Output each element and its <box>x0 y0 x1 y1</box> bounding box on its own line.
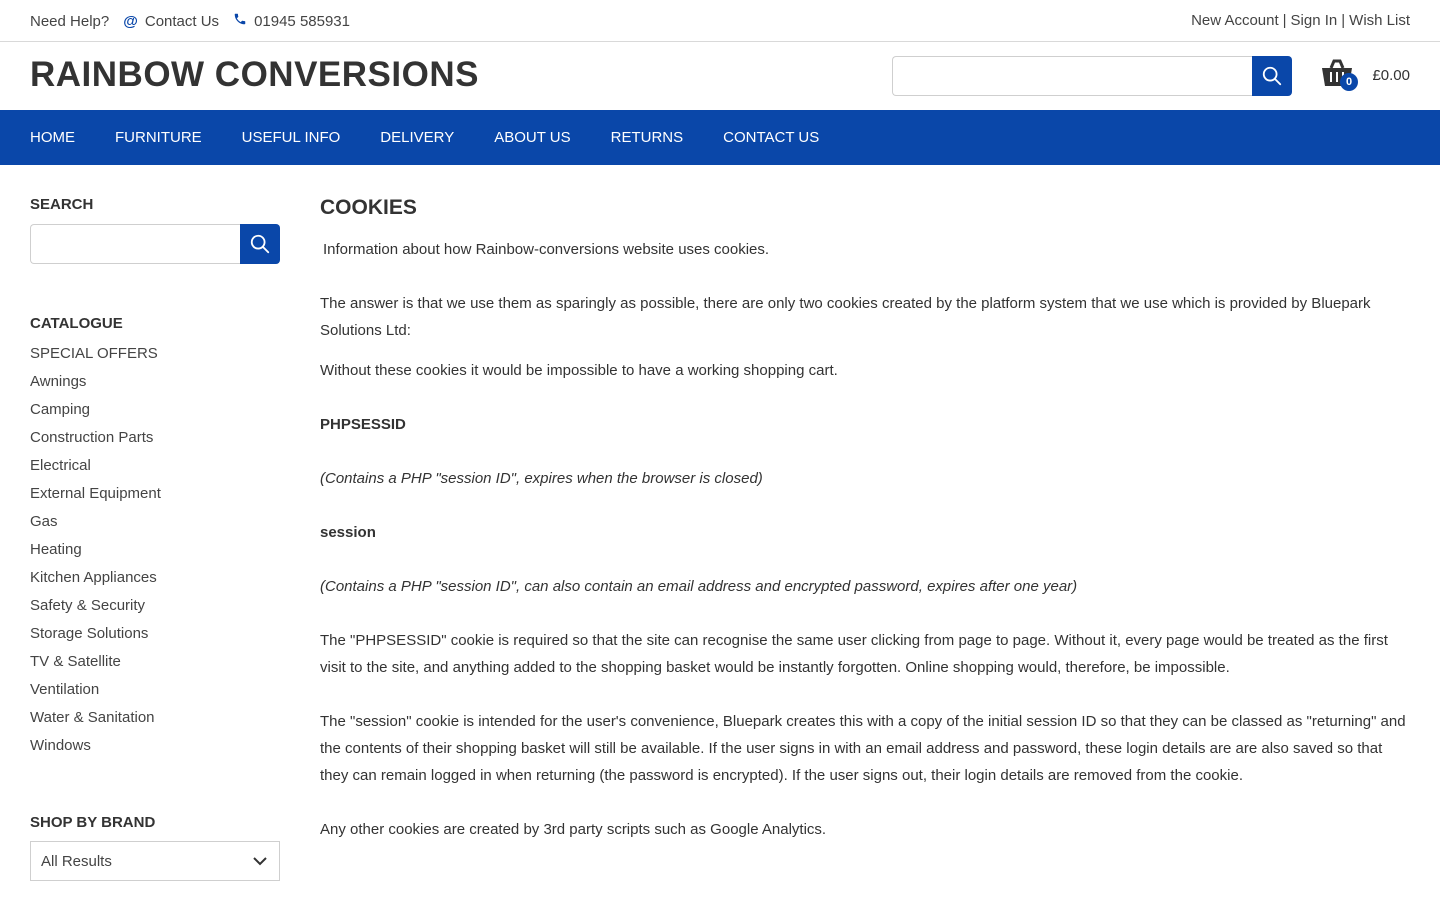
at-sign-icon: @ <box>123 12 138 30</box>
category-camping[interactable]: Camping <box>30 401 91 418</box>
header-search-button[interactable] <box>1252 56 1292 96</box>
category-electrical[interactable]: Electrical <box>30 457 91 474</box>
sidebar-search <box>30 224 280 264</box>
phone-icon <box>233 12 247 30</box>
main-content <box>320 196 1410 843</box>
phone-number: 01945 585931 <box>254 12 350 30</box>
header-search <box>892 56 1292 96</box>
category-awnings[interactable]: Awnings <box>30 373 87 390</box>
category-special-offers[interactable]: SPECIAL OFFERS <box>30 345 158 362</box>
paragraph-third-party: Any other cookies are created by 3rd party scripts such as Google Analytics. <box>320 821 827 838</box>
category-external-equipment[interactable]: External Equipment <box>30 485 161 502</box>
top-bar <box>0 0 1440 42</box>
separator: | <box>1341 12 1346 29</box>
site-logo[interactable]: RAINBOW CONVERSIONS <box>30 55 479 94</box>
search-icon <box>249 233 271 255</box>
wish-list-link[interactable]: Wish List <box>1349 12 1410 29</box>
category-windows[interactable]: Windows <box>30 737 91 754</box>
nav-about-us[interactable]: ABOUT US <box>494 129 571 146</box>
sign-in-link[interactable]: Sign In <box>1290 12 1338 29</box>
paragraph-cart: Without these cookies it would be impossible to have a working shopping cart. <box>320 362 838 379</box>
category-ventilation[interactable]: Ventilation <box>30 681 100 698</box>
main-nav <box>0 110 1440 165</box>
cookie-desc-phpsessid: (Contains a PHP "session ID", expires when the browser is closed) <box>320 470 763 487</box>
nav-returns[interactable]: RETURNS <box>610 129 684 146</box>
phone-link[interactable] <box>233 12 350 30</box>
page-title: COOKIES <box>320 196 417 219</box>
sidebar <box>30 196 280 881</box>
new-account-link[interactable]: New Account <box>1191 12 1279 29</box>
paragraph-phpsessid: The "PHPSESSID" cookie is required so that the site can recognise the same user clicking from page to page. Without it, every page would be treated as the first visit to the site, and anything added to the shopping basket would be instantly forgotten. Online shopping would, therefore, be impossible. <box>320 632 1388 676</box>
nav-delivery[interactable]: DELIVERY <box>380 129 455 146</box>
category-gas[interactable]: Gas <box>30 513 58 530</box>
shop-by-brand-title: SHOP BY BRAND <box>30 814 156 831</box>
nav-contact-us[interactable]: CONTACT US <box>723 129 820 146</box>
sidebar-search-input[interactable] <box>30 224 240 264</box>
category-kitchen-appliances[interactable]: Kitchen Appliances <box>30 569 157 586</box>
separator: | <box>1282 12 1287 29</box>
chevron-down-icon <box>253 857 267 866</box>
basket-button[interactable] <box>1320 58 1360 92</box>
cookie-name-phpsessid: PHPSESSID <box>320 416 406 433</box>
sidebar-search-title: SEARCH <box>30 196 94 213</box>
search-icon <box>1261 65 1283 87</box>
sidebar-search-button[interactable] <box>240 224 280 264</box>
contact-us-link[interactable] <box>123 13 219 30</box>
nav-useful-info[interactable]: USEFUL INFO <box>241 129 341 146</box>
intro-text: Information about how Rainbow-conversions website uses cookies. <box>323 241 770 258</box>
category-storage-solutions[interactable]: Storage Solutions <box>30 625 149 642</box>
basket-count-badge: 0 <box>1340 73 1358 91</box>
need-help-text: Need Help? <box>30 12 110 30</box>
category-tv-satellite[interactable]: TV & Satellite <box>30 653 121 670</box>
paragraph-session: The "session" cookie is intended for the user's convenience, Bluepark creates this with a copy of the initial session ID so that they can be classed as "returning" and the contents of their shopping basket will still be available. If the user signs in with an email address and password, these login details are are also saved so that they can remain logged in when returning (the password is encrypted). If the user signs out, their login details are removed from the cookie. <box>320 713 1406 784</box>
account-links <box>1191 12 1410 29</box>
category-safety-security[interactable]: Safety & Security <box>30 597 146 614</box>
contact-us-label: Contact Us <box>144 12 220 30</box>
brand-select[interactable] <box>30 841 280 881</box>
category-water-sanitation[interactable]: Water & Sanitation <box>30 709 155 726</box>
category-list <box>30 340 280 760</box>
nav-furniture[interactable]: FURNITURE <box>115 129 202 146</box>
brand-select-value: All Results <box>41 852 112 870</box>
category-construction-parts[interactable]: Construction Parts <box>30 429 154 446</box>
paragraph-answer: The answer is that we use them as sparingly as possible, there are only two cookies created by the platform system that we use which is provided by Bluepark Solutions Ltd: <box>320 295 1371 339</box>
basket-total: £0.00 <box>1372 67 1410 84</box>
header-search-input[interactable] <box>892 56 1252 96</box>
nav-home[interactable]: HOME <box>30 129 75 146</box>
cookie-desc-session: (Contains a PHP "session ID", can also contain an email address and encrypted password, expires after one year) <box>320 578 1078 595</box>
category-heating[interactable]: Heating <box>30 541 82 558</box>
catalogue-title: CATALOGUE <box>30 315 123 332</box>
cookie-name-session: session <box>320 524 376 541</box>
top-bar-left <box>30 12 364 30</box>
